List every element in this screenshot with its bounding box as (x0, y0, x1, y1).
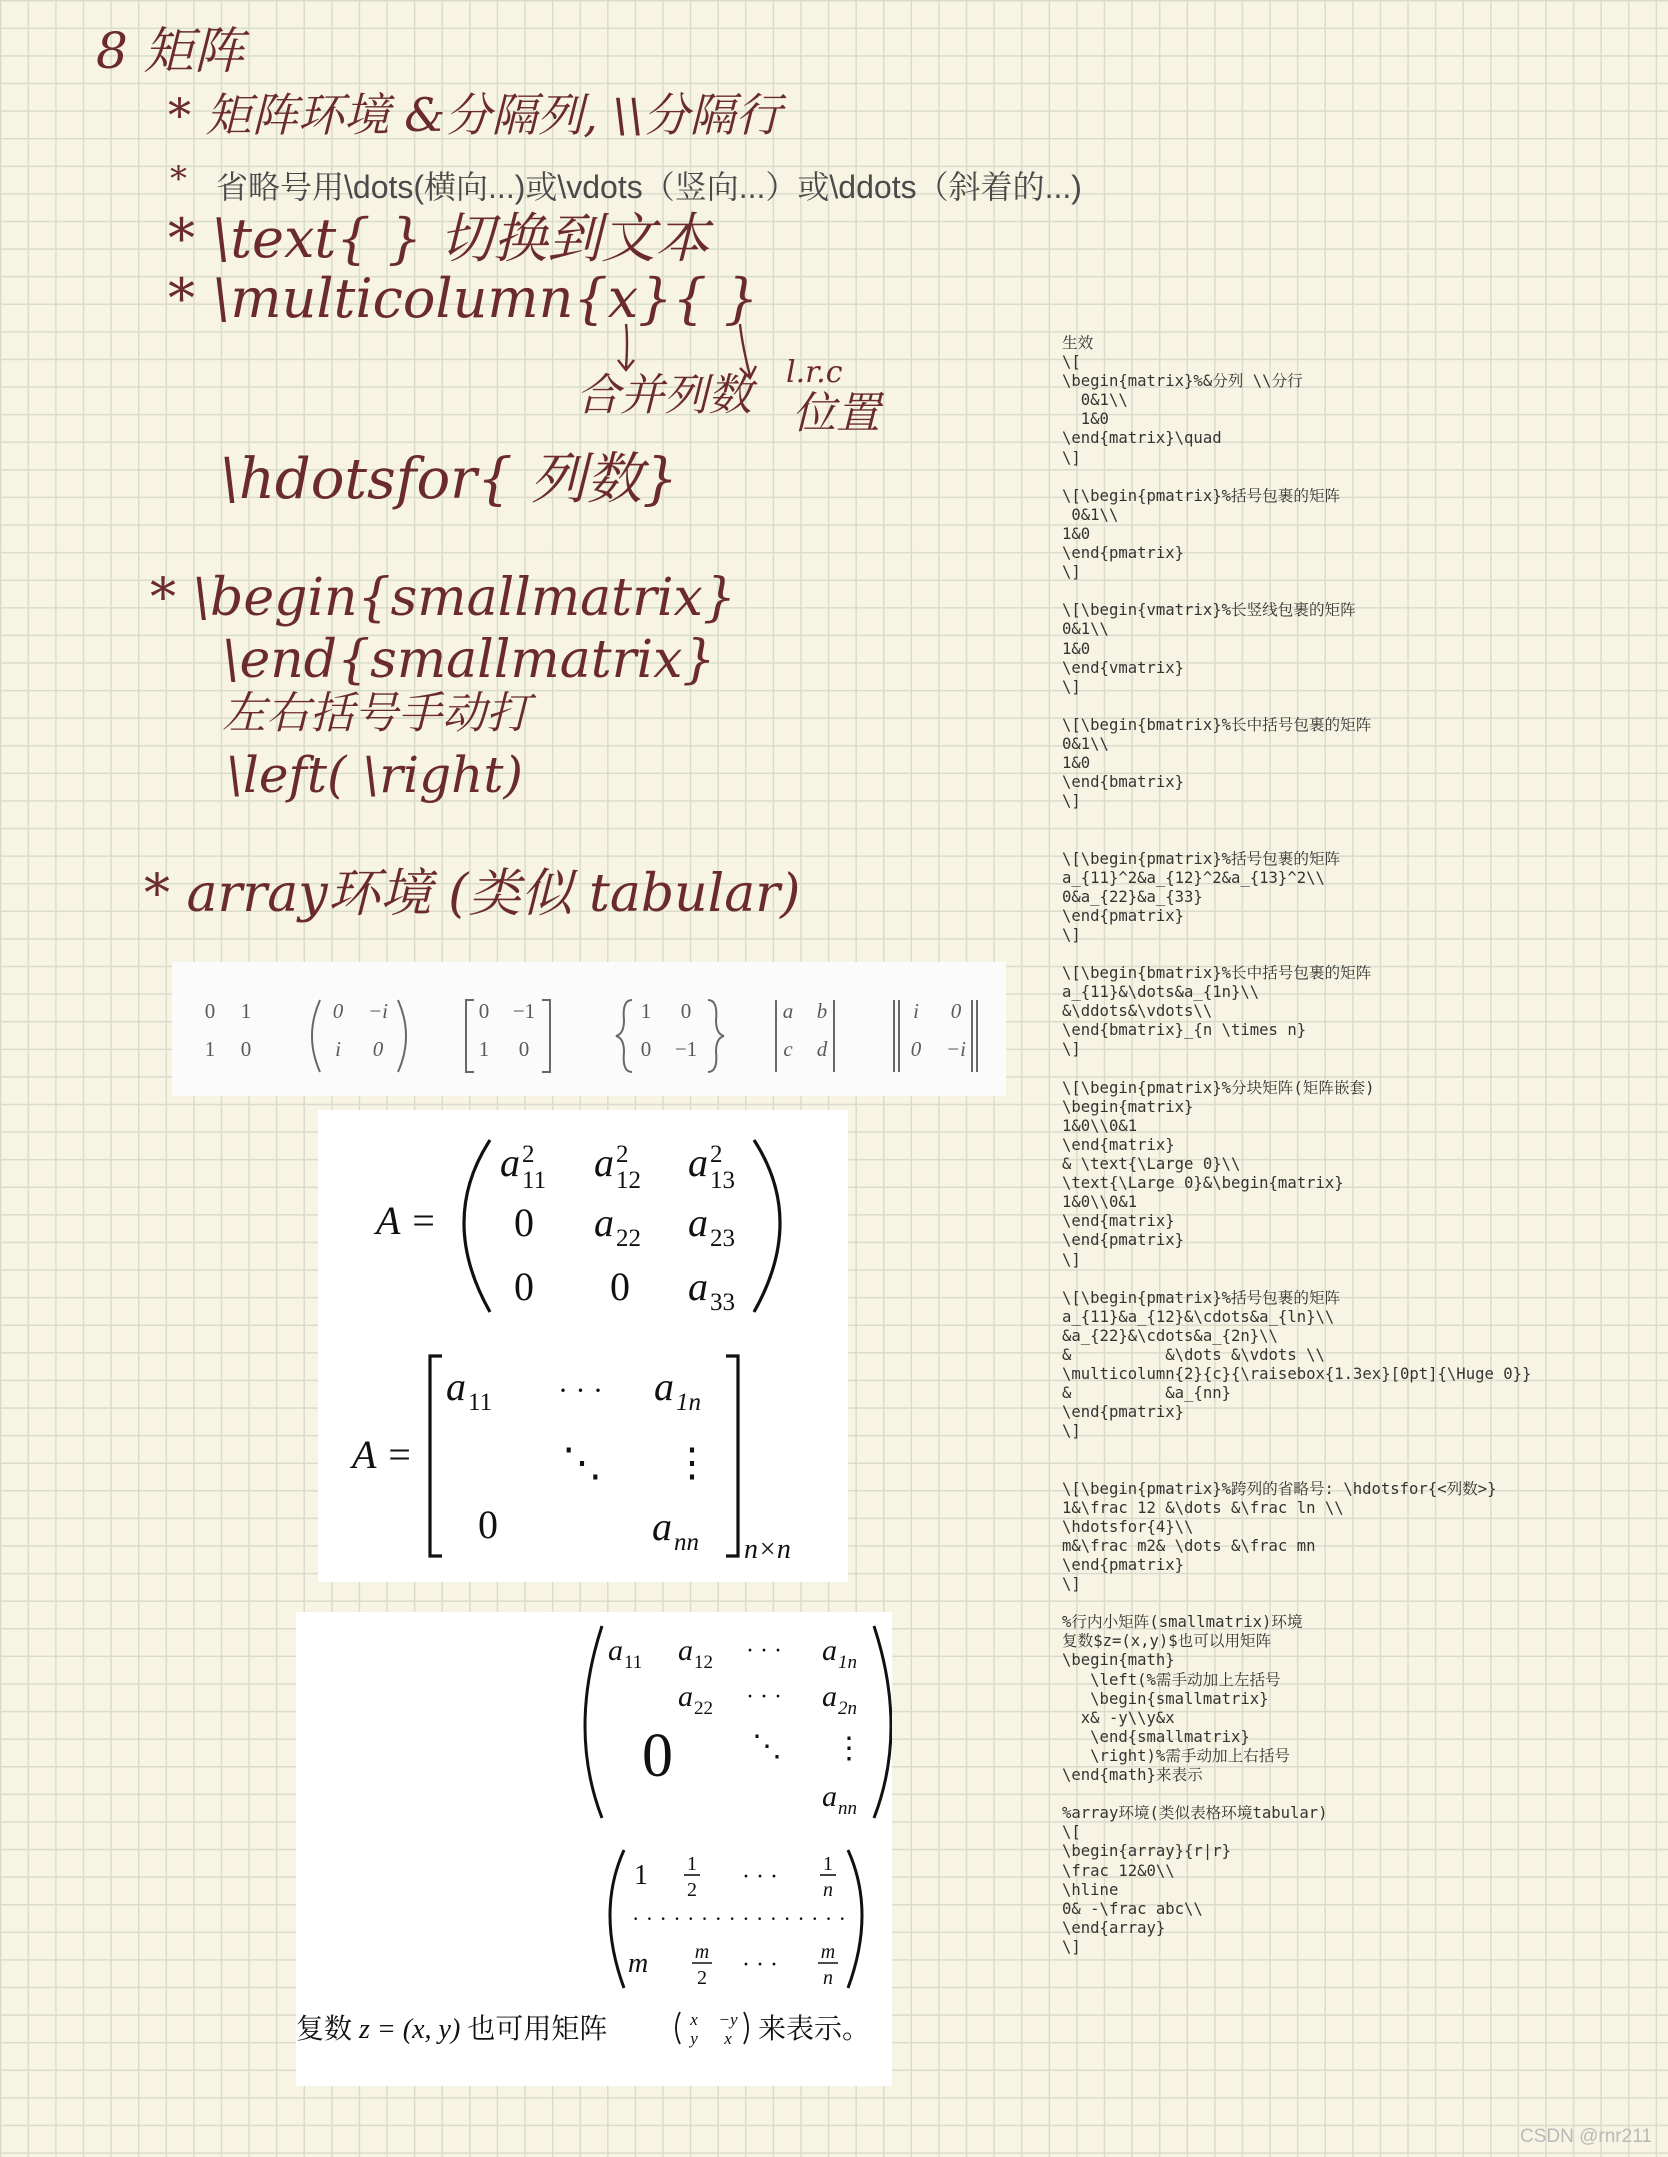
entry-sub: nn (674, 1529, 699, 1556)
frac-num: m (820, 1941, 836, 1963)
section-heading: 8 矩阵 (96, 22, 244, 80)
entry-m: m (628, 1948, 649, 1979)
matrix-entry: −1 (512, 999, 536, 1023)
frac-den: n (823, 1879, 833, 1901)
matrix-entry: 0 (680, 999, 692, 1023)
small-paren-left (676, 2012, 680, 2044)
entry-sup: 2 (522, 1141, 535, 1168)
matrix-lhs: A = (376, 1198, 437, 1243)
entry-sub: nn (838, 1798, 857, 1819)
note-smallmatrix-begin: * \begin{smallmatrix} (150, 568, 736, 628)
bracket-right (726, 1356, 738, 1556)
frac-den: 2 (687, 1879, 697, 1901)
matrix-entry: −i (367, 999, 389, 1023)
entry-sub: 11 (522, 1167, 547, 1194)
latex-source-code: 生效 \[ \begin{matrix}%&分列 \\分行 0&1\\ 1&0 \end{matrix}\quad \] \[\begin{pmatrix}%括号包裹的矩阵 0&1\\ 1&0 \end{pmatrix} \] \[\begin{vmatrix}%长竖线包裹的矩阵 0&1\\ 1&0 \end{vmatrix} \] \[\begin{bmatrix}%长中括号包裹的矩阵 0&1\\ 1&0 \end{bmatrix} \] \[\begin{pmatrix}%括号包裹的矩阵 a_{11}^2&a_{12}^2&a_{13}^2\\ 0&a_{22}&a_{33} \end{pmatrix} \] \[\begin{bmatrix}%长中括号包裹的矩阵 a_{11}&\dots&a_{1n}\\ &\ddots&\vdots\\ \end{bmatrix}_{n \times n} \] \[\begin{pmatrix}%分块矩阵(矩阵嵌套) \begin{matrix} 1&0\\0&1 \end{matrix} & \text{\Large 0}\\ \text{\Large 0}&\begin{matrix} 1&0\\0&1 \end{matrix} \end{pmatrix} \] \[\begin{pmatrix}%括号包裹的矩阵 a_{11}&a_{12}&\cdots&a_{ln}\\ &a_{22}&\cdots&a_{2n}\\ & &\dots &\vdots \\ \multicolumn{2}{c}{\raisebox{1.3ex}[0pt]{\Huge 0}} & &a_{nn} \end{pmatrix} \] \[\begin{pmatrix}%跨列的省略号: \hdotsfor{<列数>} 1&\frac 12 &\dots &\frac ln \\ \hdotsfor{4}\\ m&\frac m2& \dots &\frac mn \end{pmatrix} \] %行内小矩阵(smallmatrix)环境 复数$z=(x,y)$也可以用矩阵 \begin{math} \left(%需手动加上左括号 \begin{smallmatrix} x& -y\\y&x \end{smallmatrix} \right)%需手动加上右括号 \end{math}来表示 %array环境(类似表格环境tabular) \[ \begin{array}{r|r} \frac 12&0\\ \hline 0& -\frac abc\\ \end{array} \] (1062, 334, 1532, 1956)
frac-num: m (694, 1941, 710, 1963)
note-position: 位置 (792, 388, 880, 439)
matrix-entry: 0 (478, 999, 490, 1023)
frac-num: 1 (823, 1853, 833, 1875)
brace-right (708, 1000, 724, 1072)
matrix-entry: 0 (240, 1037, 252, 1061)
entry-hdots: · · · (746, 1684, 782, 1710)
matrix-entry: c (783, 1037, 793, 1061)
block-matrix-svg (296, 1612, 892, 2086)
paren-left (585, 1626, 602, 1818)
entry-a: a (688, 1140, 708, 1185)
matrix-entry: 1 (204, 1037, 216, 1061)
entry-a: a (822, 1780, 837, 1813)
matrix-size-subscript: n×n (744, 1534, 791, 1565)
note-merge-count: 合并列数 (576, 370, 752, 421)
small-entry: −y (718, 2010, 738, 2029)
entry-a: a (652, 1504, 672, 1549)
matrix-entry: 1 (640, 999, 652, 1023)
entry-a: a (594, 1200, 614, 1245)
matrix-entry: i (913, 999, 919, 1023)
entry-a: a (594, 1140, 614, 1185)
entry-a: a (822, 1680, 837, 1713)
bracket-left (466, 1000, 474, 1072)
note-multicolumn: * \multicolumn{x}{ } (168, 267, 759, 330)
block-zero: 0 (642, 1722, 673, 1790)
matrix-entry: b (816, 999, 828, 1023)
note-smallmatrix-end: \end{smallmatrix} (222, 630, 716, 690)
paren-right (874, 1626, 891, 1818)
entry-a: a (678, 1680, 693, 1713)
bracket-right (542, 1000, 550, 1072)
entry-hdots: · · · (742, 1952, 778, 1978)
frac-num: 1 (687, 1853, 697, 1875)
matrix-entry: −i (945, 1037, 967, 1061)
frac-den: n (823, 1967, 833, 1989)
matrix-entry: 0 (950, 999, 962, 1023)
entry-sub: 11 (624, 1652, 643, 1673)
matrix-entry: 0 (372, 1037, 384, 1061)
entry-a: a (688, 1264, 708, 1309)
entry-a: a (822, 1634, 837, 1667)
matrix-entry: 0 (332, 999, 344, 1023)
entry-sub: 11 (468, 1389, 493, 1416)
frac-den: 2 (697, 1967, 707, 1989)
entry-sub: 13 (710, 1167, 735, 1194)
paren-left (464, 1140, 490, 1312)
matrix-entry: −1 (674, 1037, 698, 1061)
matrix-entry: d (816, 1037, 828, 1061)
entry-hdots: · · · (742, 1864, 778, 1890)
bracket-left (430, 1356, 442, 1556)
small-entry: y (690, 2029, 698, 2048)
paren-right (398, 1000, 406, 1072)
entry-sub: 12 (616, 1167, 641, 1194)
entry-vdots: ⋮ (672, 1440, 712, 1485)
matrix-entry: 0 (910, 1037, 922, 1061)
matrix-entry: 0 (204, 999, 216, 1023)
entry-a: a (654, 1364, 674, 1409)
note-matrix-env: * 矩阵环境 &分隔列, \\分隔行 (168, 88, 782, 142)
entry-ddots: ⋱ (752, 1730, 782, 1763)
rendered-matrix-row (172, 962, 1006, 1096)
matrix-entry: 1 (240, 999, 252, 1023)
entry-a: a (500, 1140, 520, 1185)
entry-a: a (678, 1634, 693, 1667)
paren-right (848, 1850, 862, 1988)
rendered-block-matrices (296, 1612, 892, 2086)
matrix-entry: a (782, 999, 794, 1023)
matrix-a-svg (318, 1110, 848, 1582)
small-entry: x (690, 2010, 698, 2029)
rendered-matrix-a (318, 1110, 848, 1582)
note-array-env: * array环境 (类似 tabular) (144, 864, 801, 924)
entry-hdots: · · · (746, 1638, 782, 1664)
sentence-text: 复数 z = (x, y) 也可用矩阵 (296, 2014, 608, 2045)
paren-left (610, 1850, 624, 1988)
entry-vdots: ⋮ (834, 1732, 864, 1765)
hdotsfor-row: · · · · · · · · · · · · · · · · (632, 1906, 846, 1931)
entry-zero: 0 (478, 1502, 498, 1547)
entry-sup: 2 (616, 1141, 629, 1168)
small-entry: x (724, 2029, 732, 2048)
entry-zero: 0 (514, 1264, 534, 1309)
note-dots: 省略号用\dots(横向...)或\vdots（竖向...）或\ddots（斜着的...) (216, 169, 1082, 205)
entry-sub: 22 (616, 1225, 641, 1252)
entry-sup: 2 (710, 1141, 723, 1168)
entry-ddots: ⋱ (562, 1440, 602, 1485)
note-dots-bullet-mark: * (170, 159, 187, 199)
note-manual-brackets: 左右括号手动打 (222, 688, 530, 739)
matrix-entry: 0 (640, 1037, 652, 1061)
entry-sub: 23 (710, 1225, 735, 1252)
matrix-lhs: A = (352, 1432, 413, 1477)
entry-zero: 0 (610, 1264, 630, 1309)
entry-sub: 2n (838, 1698, 857, 1719)
paren-left (312, 1000, 320, 1072)
matrix-entry: 1 (478, 1037, 490, 1061)
matrix-entry: 0 (518, 1037, 530, 1061)
entry-hdots: · · · (558, 1374, 603, 1407)
sentence-tail: 来表示。 (758, 2014, 871, 2045)
entry-a: a (608, 1634, 623, 1667)
entry-a: a (688, 1200, 708, 1245)
small-paren-right (744, 2012, 748, 2044)
matrix-entry: i (335, 1037, 341, 1061)
entry-sub: 1n (676, 1389, 701, 1416)
matrix-row-svg (172, 962, 1006, 1096)
entry-sub: 1n (838, 1652, 857, 1673)
watermark: CSDN @rnr211 (1520, 2126, 1652, 2147)
entry-sub: 22 (694, 1698, 713, 1719)
entry-sub: 12 (694, 1652, 713, 1673)
entry-zero: 0 (514, 1200, 534, 1245)
note-lrc: l.r.c (786, 355, 843, 390)
entry-one: 1 (634, 1860, 648, 1891)
entry-sub: 33 (710, 1289, 735, 1316)
note-left-right: \left( \right) (226, 746, 523, 804)
note-text-command: * \text{ } 切换到文本 (168, 207, 710, 270)
brace-left (616, 1000, 632, 1072)
entry-a: a (446, 1364, 466, 1409)
paren-right (754, 1140, 780, 1312)
note-hdotsfor: \hdotsfor{ 列数} (220, 447, 679, 512)
